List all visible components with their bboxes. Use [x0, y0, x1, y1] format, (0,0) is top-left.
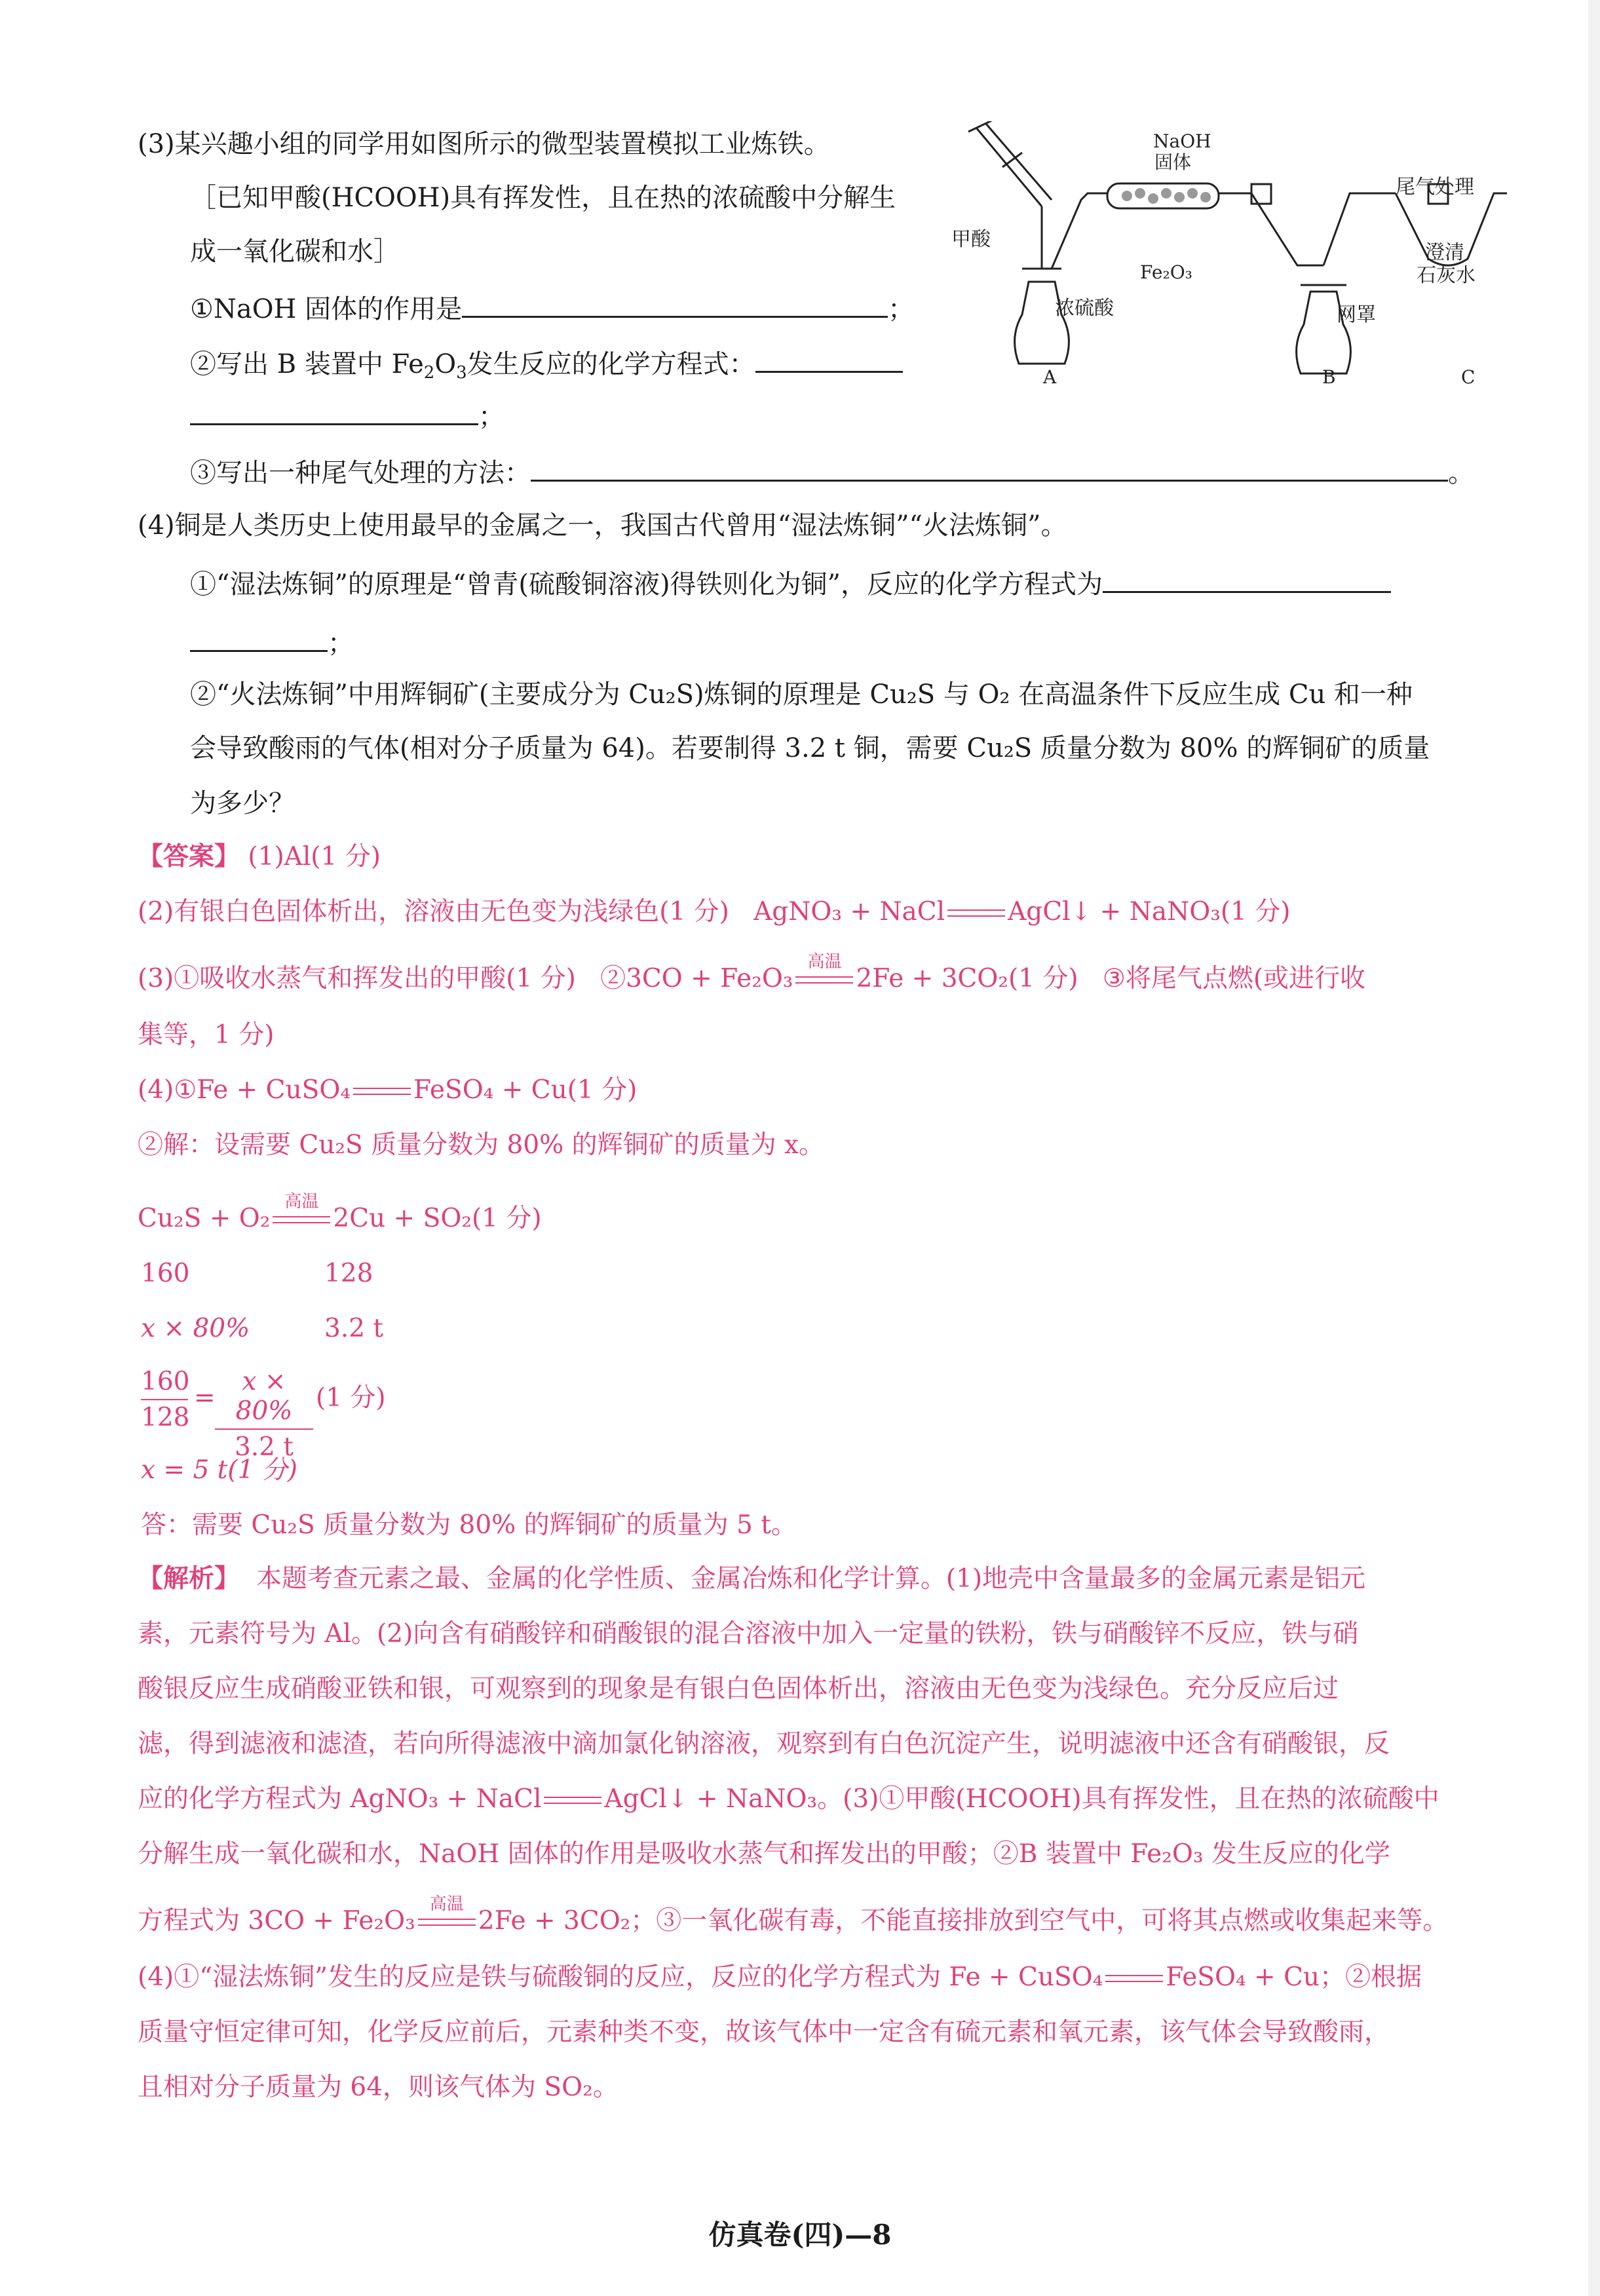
- answer-final: 答：需要 Cu₂S 质量分数为 80% 的辉铜矿的质量为 5 t。: [141, 1510, 797, 1540]
- q3-known-line1: ［已知甲酸(HCOOH)具有挥发性，且在热的浓硫酸中分解生: [190, 183, 896, 213]
- label-gutai: 固体: [1154, 151, 1192, 173]
- q3-intro: (3)某兴趣小组的同学用如图所示的微型装置模拟工业炼铁。: [138, 129, 830, 159]
- q3-sub3-text: ③写出一种尾气处理的方法：: [190, 458, 531, 488]
- fraction-2-den: 3.2 t: [234, 1432, 294, 1462]
- answer-a3: [138, 952, 1366, 993]
- answer-tag: 【答案】: [138, 841, 240, 871]
- q3-sub3: [190, 457, 1474, 486]
- fraction-score: (1 分): [316, 1383, 386, 1413]
- answer-a3b: 集等，1 分): [138, 1020, 275, 1050]
- q3-sub3-answer-blank[interactable]: [531, 457, 1448, 482]
- answer-2-eq-left: AgNO₃ + NaCl: [753, 897, 945, 927]
- fraction-1: [141, 1367, 188, 1432]
- fraction-2: [215, 1367, 313, 1462]
- analysis-l7: [138, 1894, 1449, 1936]
- answer-a4-1: [138, 1077, 637, 1103]
- q3-sub3-end: 。: [1448, 458, 1474, 488]
- answer-3-condition: 高温: [807, 952, 842, 972]
- label-chengqing: 澄清: [1425, 241, 1464, 264]
- fraction-2-num: x × 80%: [235, 1367, 293, 1426]
- q4-sub1-answer-blank[interactable]: [1103, 569, 1391, 593]
- q4-sub1-answer-blank-2[interactable]: [190, 628, 328, 652]
- mass-3-2: 3.2 t: [324, 1314, 384, 1343]
- answer-1: (1)Al(1 分): [248, 842, 381, 871]
- label-c: C: [1461, 366, 1476, 388]
- q4-sub1-cont: [190, 628, 354, 657]
- q3-sub1-text: ①NaOH 固体的作用是: [190, 294, 463, 324]
- q3-sub2: ②写出 B 装置中 $Fe_2O_3$发生反应的化学方程式：: [190, 349, 903, 381]
- analysis-l6: 分解生成一氧化碳和水，NaOH 固体的作用是吸收水蒸气和挥发出的甲酸；②B 装置中 Fe₂O₃ 发生反应的化学: [138, 1839, 1390, 1869]
- mass-160: 160: [141, 1259, 190, 1288]
- mass-x: x × 80%: [141, 1314, 250, 1343]
- label-a: A: [1043, 366, 1057, 388]
- q3-sub2-cont: [190, 401, 505, 430]
- label-weiqi: 尾气处理: [1396, 176, 1474, 199]
- answer-result: x = 5 t(1 分): [141, 1455, 297, 1485]
- q3-sub2-text-b: O: [434, 349, 457, 379]
- analysis-l7-a: 方程式为 3CO + Fe₂O₃: [138, 1906, 415, 1936]
- answer-2-eq-right: AgCl↓ + NaNO₃(1 分): [1008, 897, 1291, 927]
- q3-sub1-end: ；: [888, 294, 915, 324]
- label-shihuishui: 石灰水: [1417, 264, 1476, 287]
- fraction-1-num: 160: [141, 1367, 190, 1396]
- q3-known-line2: 成一氧化碳和水］: [190, 237, 400, 267]
- label-wangzhao: 网罩: [1337, 303, 1376, 326]
- label-b: B: [1322, 366, 1336, 388]
- analysis-l5: [138, 1786, 1439, 1812]
- analysis-l5-a: 应的化学方程式为 AgNO₃ + NaCl: [138, 1784, 542, 1814]
- q3-sub2-text-c: 发生反应的化学方程式：: [467, 349, 755, 379]
- q3-sub2-end: ；: [478, 402, 505, 432]
- q4-sub1-end: ；: [328, 628, 354, 659]
- q3-sub2-text-a: ②写出 B 装置中 Fe: [190, 349, 424, 379]
- analysis-l5-b: AgCl↓ + NaNO₃。(3)①甲酸(HCOOH)具有挥发性，且在热的浓硫酸中: [604, 1784, 1439, 1814]
- analysis-l3: 酸银反应生成硝酸亚铁和银，可观察到的现象是有银白色固体析出，溶液由无色变为浅绿色。充分反应后过: [138, 1674, 1339, 1704]
- q3-sub1: [190, 294, 914, 322]
- analysis-l8-b: FeSO₄ + Cu；②根据: [1166, 1962, 1422, 1992]
- label-fe2o3: Fe₂O₃: [1140, 261, 1192, 283]
- answer-2-text: (2)有银白色固体析出，溶液由无色变为浅绿色(1 分): [138, 897, 729, 927]
- label-nongliusuan: 浓硫酸: [1055, 297, 1114, 320]
- answer-3-2-left: ②3CO + Fe₂O₃: [600, 964, 793, 993]
- label-jiasuan: 甲酸: [951, 228, 991, 251]
- analysis-l1: [138, 1563, 1366, 1594]
- analysis-l8: [138, 1964, 1422, 1990]
- answer-3-1: (3)①吸收水蒸气和挥发出的甲酸(1 分): [138, 964, 576, 993]
- analysis-l4: 滤，得到滤液和滤渣，若向所得滤液中滴加氯化钠溶液，观察到有白色沉淀产生，说明滤液中还含有硝酸银，反: [138, 1729, 1390, 1759]
- page-footer: 仿真卷(四)—8: [708, 2219, 892, 2251]
- q4-sub2-line2: 会导致酸雨的气体(相对分子质量为 64)。若要制得 3.2 t 铜，需要 Cu₂S 质量分数为 80% 的辉铜矿的质量: [190, 733, 1430, 763]
- page-edge: [1588, 0, 1600, 2296]
- q4-line1: (4)铜是人类历史上使用最早的金属之一，我国古代曾用“湿法炼铜”“火法炼铜”。: [138, 510, 1067, 541]
- label-naoh: NaOH: [1153, 130, 1211, 152]
- analysis-tag: 【解析】: [138, 1563, 240, 1594]
- answer-a1: [138, 841, 381, 871]
- q4-sub2-line3: 为多少？: [190, 788, 295, 818]
- answer-a4-2: ②解：设需要 Cu₂S 质量分数为 80% 的辉铜矿的质量为 x。: [138, 1130, 824, 1160]
- q4-sub1-text: ①“湿法炼铜”的原理是“曾青(硫酸铜溶液)得铁则化为铜”，反应的化学方程式为: [190, 569, 1103, 600]
- analysis-l9: 质量守恒定律可知，化学反应前后，元素种类不变，故该气体中一定含有硫元素和氧元素，该气体会导致酸雨，: [138, 2018, 1390, 2047]
- answer-4-1-right: FeSO₄ + Cu(1 分): [413, 1075, 638, 1105]
- answer-3-3: ③将尾气点燃(或进行收: [1102, 964, 1366, 993]
- analysis-l10: 且相对分子质量为 64，则该气体为 SO₂。: [138, 2073, 619, 2102]
- q4-sub1: [190, 569, 1391, 598]
- fraction-1-den: 128: [141, 1403, 190, 1432]
- answer-equation: [138, 1192, 542, 1233]
- analysis-l8-a: (4)①“湿法炼铜”发生的反应是铁与硫酸铜的反应，反应的化学方程式为 Fe + CuSO₄: [138, 1962, 1103, 1992]
- equation-right: 2Cu + SO₂(1 分): [333, 1204, 542, 1233]
- apparatus-diagram: [943, 121, 1507, 390]
- answer-3-2-right: 2Fe + 3CO₂(1 分): [856, 964, 1078, 993]
- analysis-line1-text: 本题考查元素之最、金属的化学性质、金属冶炼和化学计算。(1)地壳中含量最多的金属元素是铝元: [256, 1564, 1366, 1594]
- analysis-condition: 高温: [429, 1894, 464, 1914]
- mass-128: 128: [324, 1259, 373, 1288]
- q3-sub2-answer-blank[interactable]: [755, 349, 903, 373]
- answer-a2: [138, 899, 1290, 925]
- q3-sub1-answer-blank[interactable]: [462, 294, 888, 318]
- equation-condition: 高温: [284, 1192, 319, 1212]
- q3-sub2-answer-blank-2[interactable]: [190, 401, 478, 425]
- answer-4-1-left: (4)①Fe + CuSO₄: [138, 1075, 351, 1105]
- q4-sub2-line1: ②“火法炼铜”中用辉铜矿(主要成分为 Cu₂S)炼铜的原理是 Cu₂S 与 O₂ 在高温条件下反应生成 Cu 和一种: [190, 679, 1413, 710]
- equation-left: Cu₂S + O₂: [138, 1204, 271, 1233]
- analysis-l2: 素，元素符号为 Al。(2)向含有硝酸锌和硝酸银的混合溶液中加入一定量的铁粉，铁与硝酸锌不反应，铁与硝: [138, 1619, 1359, 1649]
- fraction-equals: =: [194, 1383, 216, 1413]
- analysis-l7-b: 2Fe + 3CO₂；③一氧化碳有毒，不能直接排放到空气中，可将其点燃或收集起来等。: [478, 1906, 1449, 1936]
